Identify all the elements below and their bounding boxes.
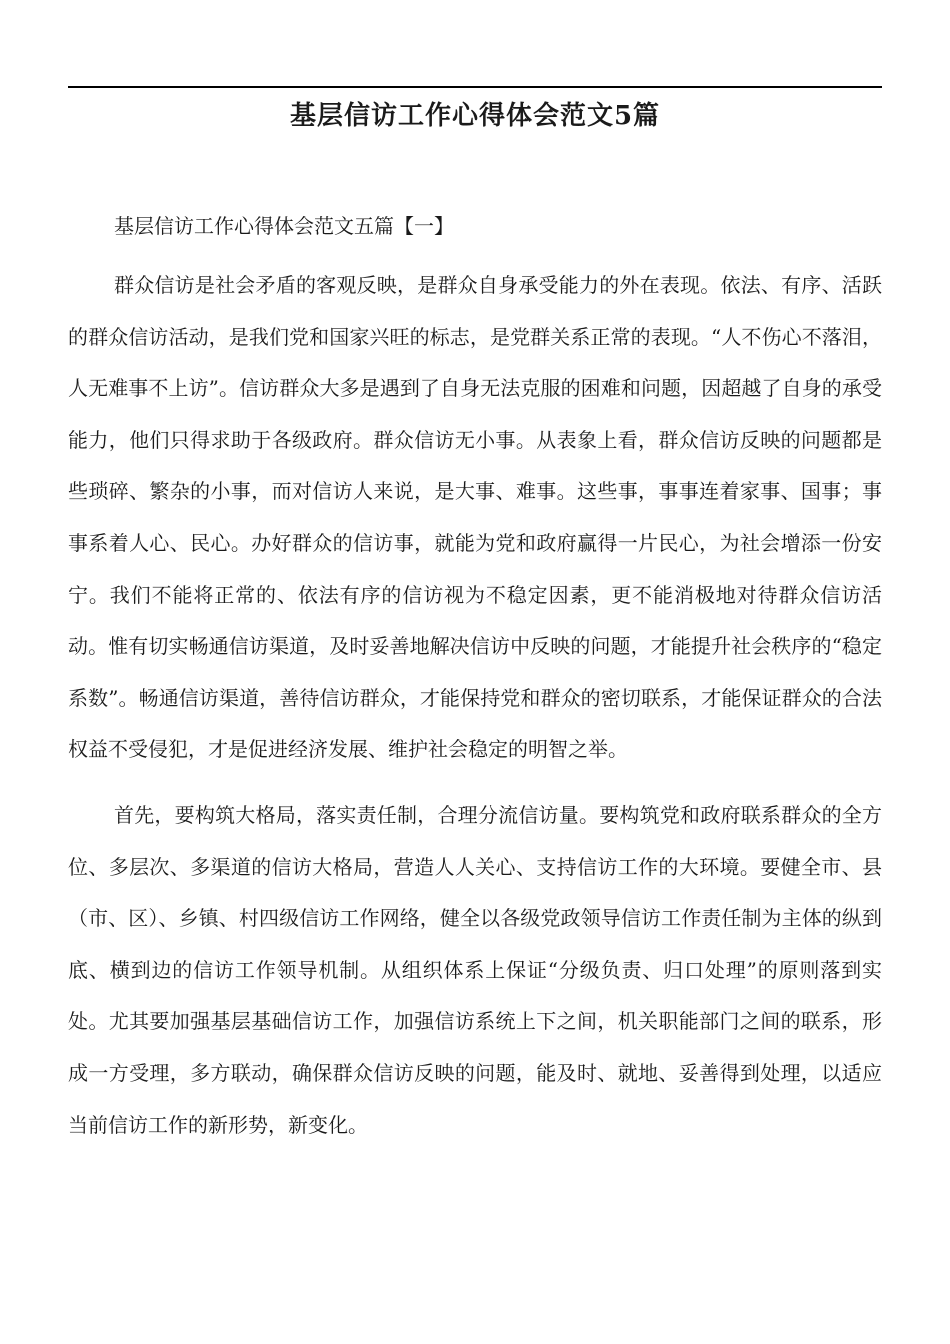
paragraph-1: 群众信访是社会矛盾的客观反映，是群众自身承受能力的外在表现。依法、有序、活跃的群众信访活动，是我们党和国家兴旺的标志，是党群关系正常的表现。“人不伤心不落泪，人无难事不上访”。信访群众大多是遇到了自身无法克服的困难和问题，因超越了自身的承受能力，他们只得求助于各级政府。群众信访无小事。从表象上看，群众信访反映的问题都是些琐碎、繁杂的小事，而对信访人来说，是大事、难事。这些事，事事连着家事、国事；事事系着人心、民心。办好群众的信访事，就能为党和政府赢得一片民心，为社会增添一份安宁。我们不能将正常的、依法有序的信访视为不稳定因素，更不能消极地对待群众信访活动。惟有切实畅通信访渠道，及时妥善地解决信访中反映的问题，才能提升社会秩序的“稳定系数”。畅通信访渠道，善待信访群众，才能保持党和群众的密切联系，才能保证群众的合法权益不受侵犯，才是促进经济发展、维护社会稳定的明智之举。 (68, 273, 882, 762)
document-title: 基层信访工作心得体会范文5篇 (289, 101, 661, 131)
paragraph-2: 首先，要构筑大格局，落实责任制，合理分流信访量。要构筑党和政府联系群众的全方位、多层次、多渠道的信访大格局，营造人人关心、支持信访工作的大环境。要健全市、县（市、区）、乡镇、村四级信访工作网络，健全以各级党政领导信访工作责任制为主体的纵到底、横到边的信访工作领导机制。从组织体系上保证“分级负责、归口处理”的原则落到实处。尤其要加强基层基础信访工作，加强信访系统上下之间，机关职能部门之间的联系，形成一方受理，多方联动，确保群众信访反映的问题，能及时、就地、妥善得到处理，以适应当前信访工作的新形势，新变化。 (68, 802, 882, 1137)
document-body (68, 206, 882, 1165)
section-heading: 基层信访工作心得体会范文五篇【一】 (114, 214, 454, 238)
header-rule (68, 86, 882, 88)
